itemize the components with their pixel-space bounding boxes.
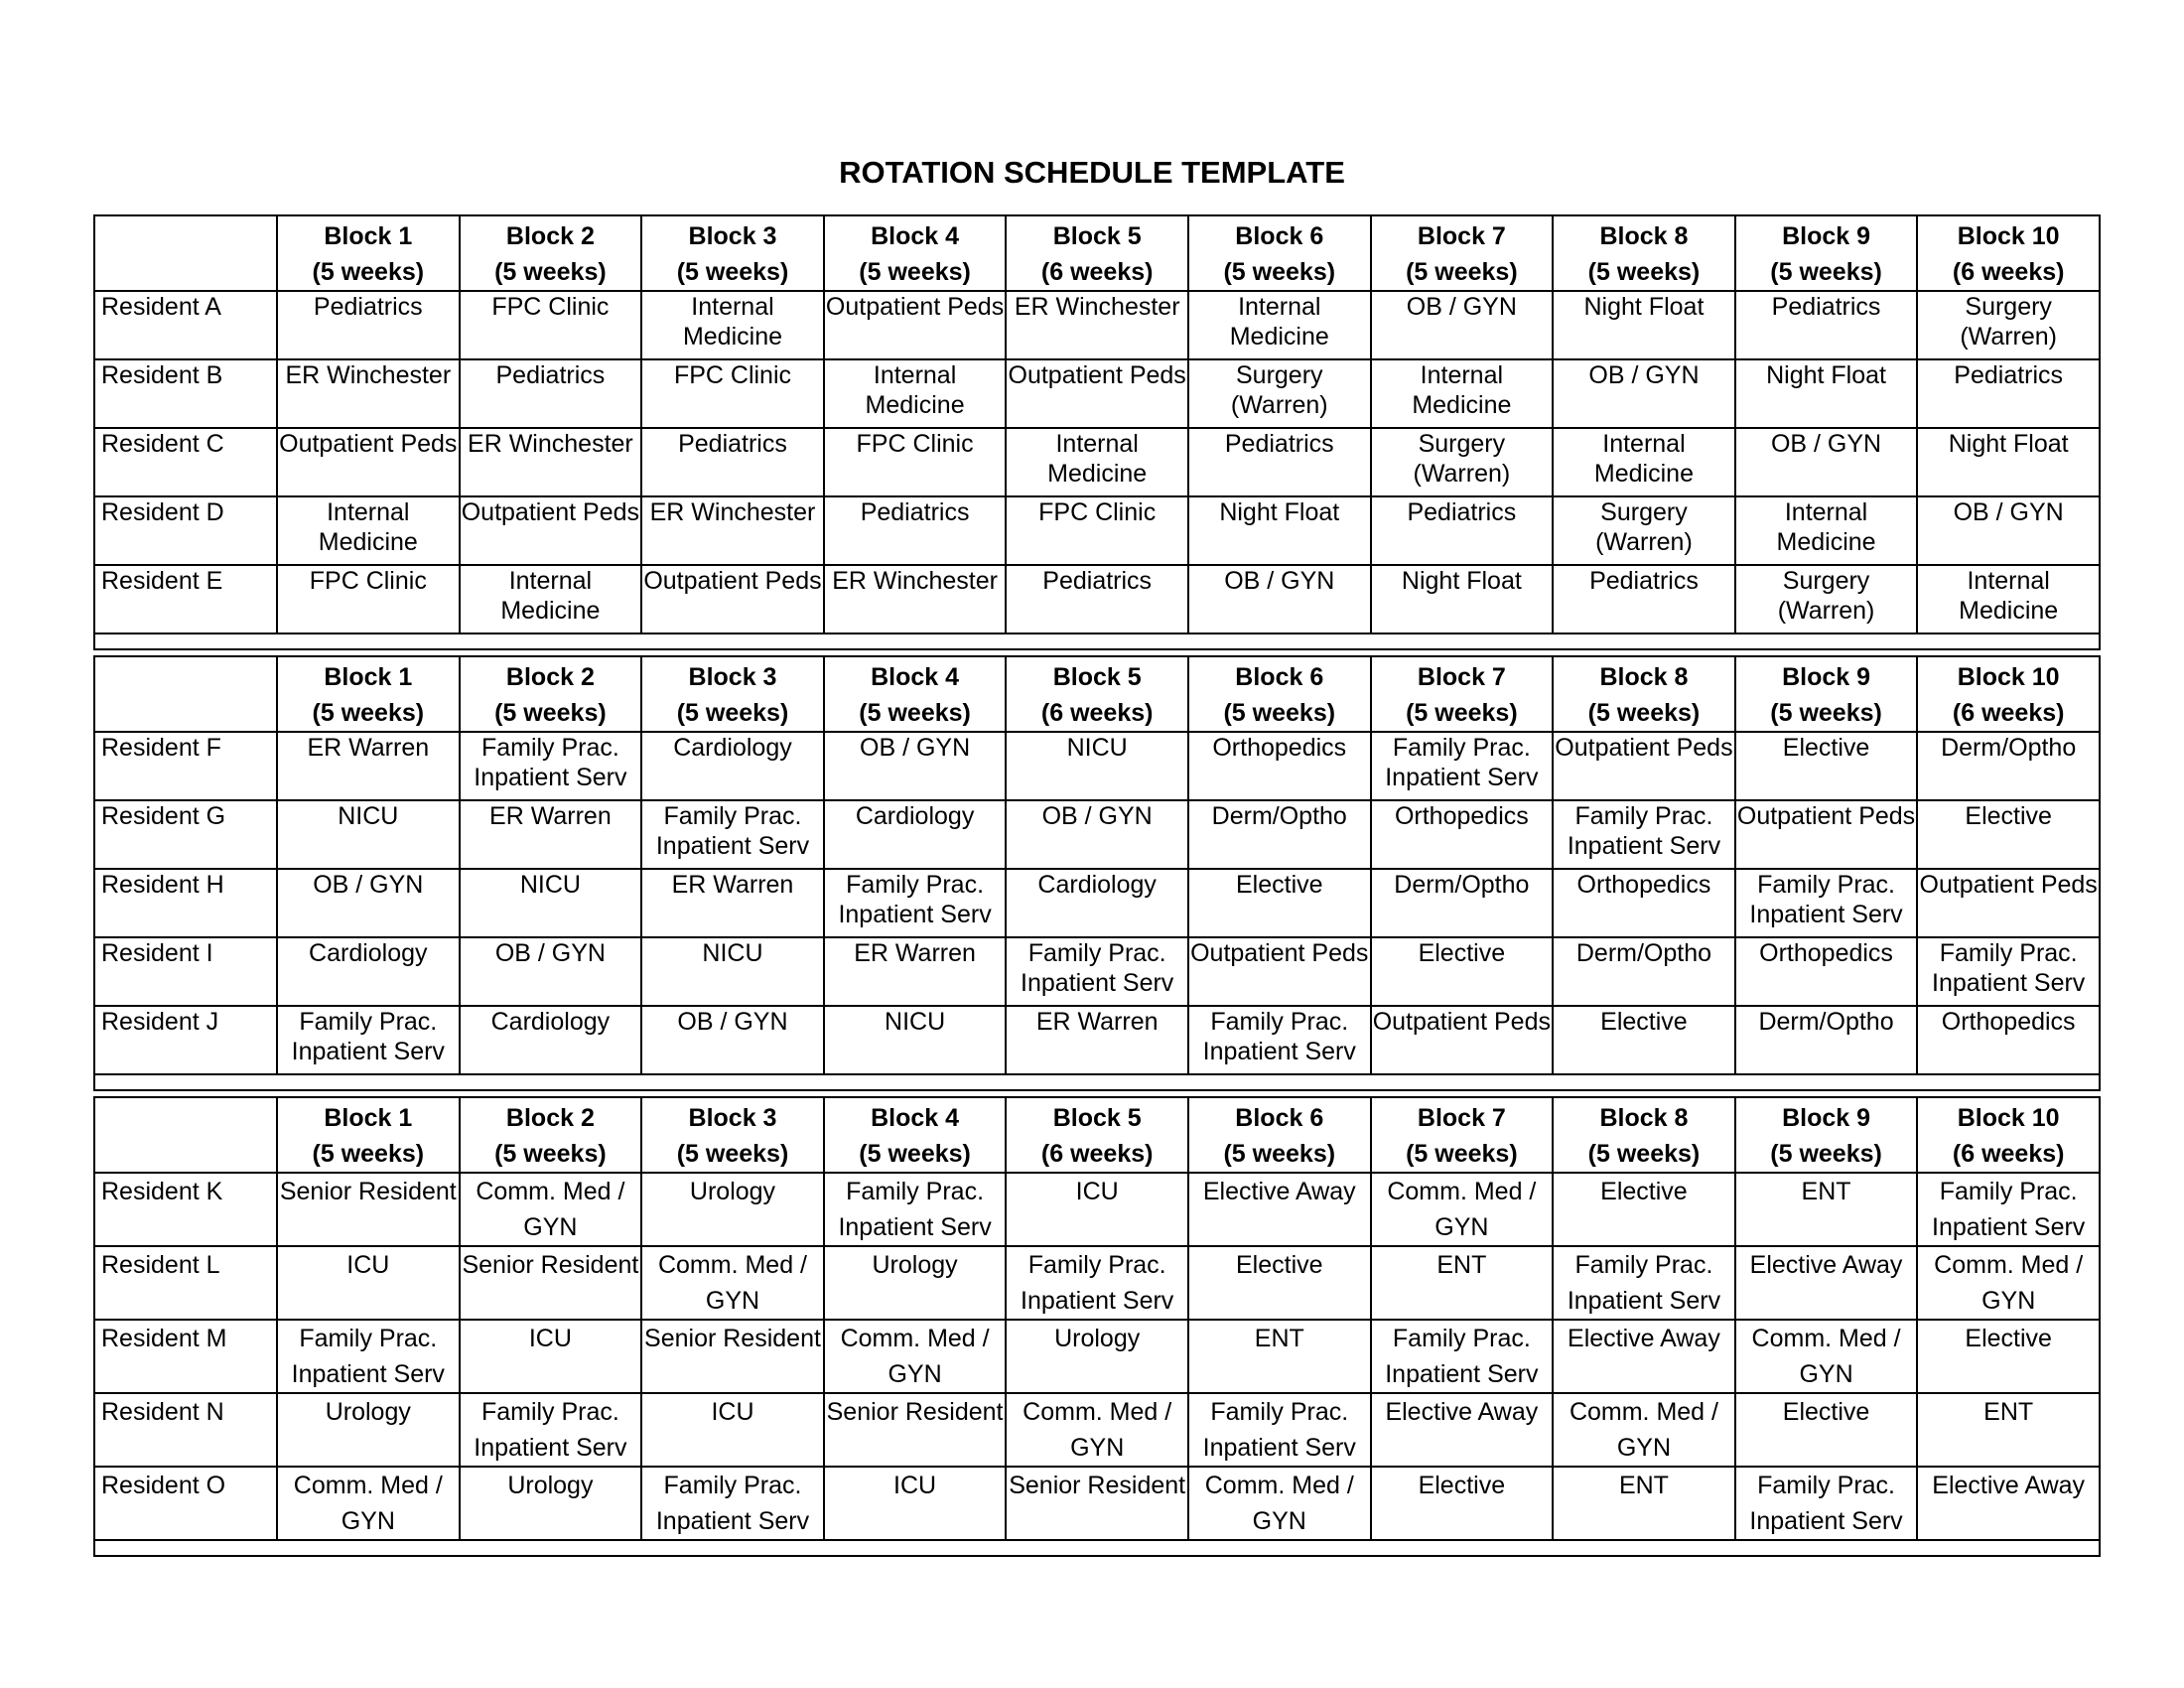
rotation-cell: ENT [1553, 1467, 1735, 1540]
table-row [94, 496, 2100, 565]
block-duration: (5 weeks) [676, 1140, 789, 1168]
resident-label: Resident J [94, 1006, 277, 1074]
resident-label: Resident N [94, 1393, 277, 1467]
rotation-cell: Internal Medicine [641, 291, 824, 359]
rotation-cell: Family Prac. Inpatient Serv [277, 1320, 460, 1393]
rotation-cell: Cardiology [641, 732, 824, 800]
rotation-cell: Comm. Med / GYN [1188, 1467, 1371, 1540]
header-row [94, 1097, 2100, 1173]
rotation-cell: Night Float [1371, 565, 1554, 633]
block-header [1006, 1097, 1188, 1173]
rotation-cell: Orthopedics [1553, 869, 1735, 937]
rotation-cell: Elective [1735, 1393, 1918, 1467]
rotation-cell: ER Winchester [824, 565, 1007, 633]
table-row [94, 1467, 2100, 1540]
rotation-cell: ER Warren [1006, 1006, 1188, 1074]
rotation-cell: Comm. Med / GYN [1735, 1320, 1918, 1393]
block-duration: (5 weeks) [1587, 1140, 1701, 1168]
corner-cell [94, 656, 277, 732]
rotation-cell: Internal Medicine [1371, 359, 1554, 428]
rotation-cell: OB / GYN [1917, 496, 2100, 565]
rotation-cell: Pediatrics [1371, 496, 1554, 565]
rotation-cell: Derm/Optho [1917, 732, 2100, 800]
rotation-cell: Pediatrics [1553, 565, 1735, 633]
rotation-cell: Derm/Optho [1188, 800, 1371, 869]
rotation-cell: Elective [1371, 937, 1554, 1006]
rotation-cell: Pediatrics [824, 496, 1007, 565]
block-name: Block 2 [505, 663, 595, 691]
rotation-cell: Comm. Med / GYN [641, 1246, 824, 1320]
page-title: ROTATION SCHEDULE TEMPLATE [839, 155, 1345, 190]
rotation-cell: Family Prac. Inpatient Serv [824, 869, 1007, 937]
rotation-cell: OB / GYN [1553, 359, 1735, 428]
block-name: Block 1 [324, 222, 413, 250]
block-duration: (5 weeks) [859, 699, 971, 727]
rotation-cell: Urology [824, 1246, 1007, 1320]
resident-label: Resident D [94, 496, 277, 565]
rotation-cell: Family Prac. Inpatient Serv [824, 1173, 1007, 1246]
rotation-cell: Orthopedics [1917, 1006, 2100, 1074]
header-row [94, 215, 2100, 291]
rotation-cell: ICU [1006, 1173, 1188, 1246]
rotation-cell: OB / GYN [824, 732, 1007, 800]
rotation-cell: Family Prac. Inpatient Serv [1917, 1173, 2100, 1246]
resident-label: Resident C [94, 428, 277, 496]
rotation-cell: Outpatient Peds [460, 496, 642, 565]
block-duration: (6 weeks) [1040, 699, 1154, 727]
rotation-cell: Family Prac. Inpatient Serv [1553, 800, 1735, 869]
block-name: Block 9 [1782, 1104, 1871, 1132]
block-name: Block 10 [1957, 1104, 2060, 1132]
table-row [94, 428, 2100, 496]
rotation-cell: ER Winchester [460, 428, 642, 496]
rotation-cell: Pediatrics [460, 359, 642, 428]
rotation-cell: Elective [1553, 1173, 1735, 1246]
rotation-cell: Family Prac. Inpatient Serv [277, 1006, 460, 1074]
block-duration: (6 weeks) [1040, 258, 1154, 286]
block-header [1371, 1097, 1554, 1173]
spacer-cell [94, 1540, 2100, 1556]
rotation-cell: Pediatrics [1006, 565, 1188, 633]
block-duration: (5 weeks) [676, 258, 789, 286]
rotation-cell: Cardiology [460, 1006, 642, 1074]
block-name: Block 9 [1782, 222, 1871, 250]
rotation-cell: NICU [277, 800, 460, 869]
block-header [1553, 1097, 1735, 1173]
rotation-cell: Derm/Optho [1371, 869, 1554, 937]
rotation-cell: Surgery (Warren) [1188, 359, 1371, 428]
rotation-cell: Urology [1006, 1320, 1188, 1393]
rotation-cell: Surgery (Warren) [1553, 496, 1735, 565]
rotation-cell: Outpatient Peds [824, 291, 1007, 359]
rotation-cell: Family Prac. Inpatient Serv [641, 1467, 824, 1540]
block-name: Block 10 [1957, 663, 2060, 691]
resident-label: Resident G [94, 800, 277, 869]
rotation-cell: Elective [1917, 1320, 2100, 1393]
spacer-row [94, 1540, 2100, 1556]
table-row [94, 291, 2100, 359]
block-name: Block 2 [505, 222, 595, 250]
block-name: Block 10 [1957, 222, 2060, 250]
rotation-cell: OB / GYN [460, 937, 642, 1006]
block-header [1553, 215, 1735, 291]
block-header [1735, 215, 1918, 291]
rotation-cell: Pediatrics [1917, 359, 2100, 428]
block-header [1371, 215, 1554, 291]
block-duration: (6 weeks) [1040, 1140, 1154, 1168]
block-name: Block 5 [1052, 1104, 1142, 1132]
rotation-table [93, 214, 2101, 650]
resident-label: Resident E [94, 565, 277, 633]
rotation-cell: OB / GYN [1188, 565, 1371, 633]
block-duration: (5 weeks) [1406, 258, 1518, 286]
block-duration: (5 weeks) [1770, 699, 1882, 727]
rotation-cell: Family Prac. Inpatient Serv [1188, 1393, 1371, 1467]
resident-label: Resident O [94, 1467, 277, 1540]
rotation-cell: Senior Resident [277, 1173, 460, 1246]
rotation-cell: Outpatient Peds [1188, 937, 1371, 1006]
rotation-cell: Outpatient Peds [277, 428, 460, 496]
block-duration: (5 weeks) [1587, 699, 1701, 727]
block-header [1188, 1097, 1371, 1173]
block-name: Block 7 [1417, 663, 1506, 691]
rotation-cell: Family Prac. Inpatient Serv [1735, 869, 1918, 937]
rotation-cell: FPC Clinic [277, 565, 460, 633]
rotation-cell: ER Winchester [1006, 291, 1188, 359]
rotation-cell: ER Warren [277, 732, 460, 800]
block-duration: (5 weeks) [494, 258, 607, 286]
resident-label: Resident M [94, 1320, 277, 1393]
rotation-cell: Elective Away [1553, 1320, 1735, 1393]
rotation-cell: Family Prac. Inpatient Serv [460, 732, 642, 800]
rotation-cell: Night Float [1917, 428, 2100, 496]
block-header [1735, 656, 1918, 732]
rotation-cell: Surgery (Warren) [1371, 428, 1554, 496]
block-name: Block 5 [1052, 222, 1142, 250]
rotation-cell: ER Warren [824, 937, 1007, 1006]
corner-cell [94, 1097, 277, 1173]
rotation-cell: Comm. Med / GYN [1553, 1393, 1735, 1467]
rotation-cell: Comm. Med / GYN [1006, 1393, 1188, 1467]
block-duration: (5 weeks) [1770, 258, 1882, 286]
rotation-cell: Family Prac. Inpatient Serv [1917, 937, 2100, 1006]
table-row [94, 1006, 2100, 1074]
block-header [1188, 215, 1371, 291]
rotation-cell: Surgery (Warren) [1735, 565, 1918, 633]
block-name: Block 8 [1599, 222, 1689, 250]
resident-label: Resident A [94, 291, 277, 359]
block-name: Block 5 [1052, 663, 1142, 691]
rotation-cell: Outpatient Peds [641, 565, 824, 633]
rotation-cell: Comm. Med / GYN [460, 1173, 642, 1246]
rotation-cell: Family Prac. Inpatient Serv [1006, 937, 1188, 1006]
block-name: Block 3 [688, 222, 777, 250]
spacer-row [94, 1074, 2100, 1090]
table-row [94, 1393, 2100, 1467]
rotation-cell: Outpatient Peds [1917, 869, 2100, 937]
rotation-cell: Elective [1735, 732, 1918, 800]
rotation-cell: NICU [1006, 732, 1188, 800]
rotation-cell: Internal Medicine [1735, 496, 1918, 565]
block-header [1371, 656, 1554, 732]
block-name: Block 7 [1417, 222, 1506, 250]
resident-label: Resident B [94, 359, 277, 428]
rotation-cell: ER Warren [641, 869, 824, 937]
rotation-cell: FPC Clinic [1006, 496, 1188, 565]
table-row [94, 1320, 2100, 1393]
rotation-cell: Pediatrics [641, 428, 824, 496]
rotation-cell: Cardiology [1006, 869, 1188, 937]
rotation-cell: Internal Medicine [824, 359, 1007, 428]
rotation-cell: Derm/Optho [1735, 1006, 1918, 1074]
rotation-cell: Outpatient Peds [1371, 1006, 1554, 1074]
rotation-cell: Pediatrics [1735, 291, 1918, 359]
block-header [460, 1097, 642, 1173]
rotation-table [93, 1096, 2101, 1557]
block-header [1188, 656, 1371, 732]
rotation-cell: Internal Medicine [1553, 428, 1735, 496]
rotation-cell: Family Prac. Inpatient Serv [460, 1393, 642, 1467]
table-row [94, 937, 2100, 1006]
block-duration: (5 weeks) [1223, 699, 1336, 727]
table-row [94, 732, 2100, 800]
rotation-cell: Comm. Med / GYN [824, 1320, 1007, 1393]
rotation-cell: Derm/Optho [1553, 937, 1735, 1006]
corner-cell [94, 215, 277, 291]
block-name: Block 2 [505, 1104, 595, 1132]
block-duration: (5 weeks) [859, 258, 971, 286]
rotation-cell: FPC Clinic [641, 359, 824, 428]
rotation-cell: ER Winchester [641, 496, 824, 565]
rotation-table [93, 655, 2101, 1091]
block-name: Block 6 [1235, 222, 1324, 250]
rotation-cell: Elective [1917, 800, 2100, 869]
block-header [1006, 656, 1188, 732]
rotation-cell: NICU [824, 1006, 1007, 1074]
block-name: Block 1 [324, 1104, 413, 1132]
rotation-cell: ICU [641, 1393, 824, 1467]
block-duration: (5 weeks) [312, 1140, 425, 1168]
rotation-cell: Senior Resident [824, 1393, 1007, 1467]
rotation-cell: Comm. Med / GYN [1917, 1246, 2100, 1320]
table-row [94, 800, 2100, 869]
rotation-cell: Family Prac. Inpatient Serv [1188, 1006, 1371, 1074]
resident-label: Resident L [94, 1246, 277, 1320]
rotation-cell: Senior Resident [1006, 1467, 1188, 1540]
rotation-cell: Family Prac. Inpatient Serv [1371, 1320, 1554, 1393]
rotation-cell: ENT [1917, 1393, 2100, 1467]
block-duration: (6 weeks) [1952, 1140, 2065, 1168]
block-name: Block 6 [1235, 663, 1324, 691]
rotation-cell: Orthopedics [1735, 937, 1918, 1006]
rotation-cell: Urology [460, 1467, 642, 1540]
block-name: Block 4 [871, 663, 960, 691]
rotation-cell: Family Prac. Inpatient Serv [1735, 1467, 1918, 1540]
block-name: Block 8 [1599, 663, 1689, 691]
spacer-cell [94, 1074, 2100, 1090]
rotation-cell: Internal Medicine [277, 496, 460, 565]
block-name: Block 7 [1417, 1104, 1506, 1132]
block-name: Block 3 [688, 663, 777, 691]
rotation-cell: ICU [460, 1320, 642, 1393]
spacer-cell [94, 633, 2100, 649]
rotation-cell: OB / GYN [1371, 291, 1554, 359]
block-header [1553, 656, 1735, 732]
block-header [460, 656, 642, 732]
rotation-cell: Cardiology [824, 800, 1007, 869]
block-name: Block 9 [1782, 663, 1871, 691]
block-name: Block 4 [871, 222, 960, 250]
block-duration: (5 weeks) [1406, 1140, 1518, 1168]
block-header [1917, 1097, 2100, 1173]
block-duration: (5 weeks) [1770, 1140, 1882, 1168]
table-row [94, 869, 2100, 937]
rotation-cell: ENT [1188, 1320, 1371, 1393]
block-header [824, 215, 1007, 291]
header-row [94, 656, 2100, 732]
rotation-cell: Senior Resident [641, 1320, 824, 1393]
block-name: Block 6 [1235, 1104, 1324, 1132]
block-duration: (5 weeks) [494, 699, 607, 727]
rotation-cell: Elective [1553, 1006, 1735, 1074]
block-header [641, 656, 824, 732]
rotation-cell: Internal Medicine [460, 565, 642, 633]
block-name: Block 4 [871, 1104, 960, 1132]
rotation-cell: Night Float [1735, 359, 1918, 428]
block-duration: (5 weeks) [1406, 699, 1518, 727]
rotation-cell: Surgery (Warren) [1917, 291, 2100, 359]
rotation-cell: Elective [1188, 1246, 1371, 1320]
block-duration: (5 weeks) [494, 1140, 607, 1168]
block-header [277, 1097, 460, 1173]
block-name: Block 1 [324, 663, 413, 691]
rotation-cell: Elective Away [1735, 1246, 1918, 1320]
resident-label: Resident I [94, 937, 277, 1006]
rotation-cell: Elective Away [1188, 1173, 1371, 1246]
table-row [94, 359, 2100, 428]
block-header [1917, 215, 2100, 291]
block-duration: (5 weeks) [1223, 1140, 1336, 1168]
block-duration: (5 weeks) [859, 1140, 971, 1168]
block-duration: (5 weeks) [1587, 258, 1701, 286]
resident-label: Resident F [94, 732, 277, 800]
block-header [641, 1097, 824, 1173]
rotation-cell: ICU [277, 1246, 460, 1320]
spacer-row [94, 633, 2100, 649]
rotation-cell: NICU [460, 869, 642, 937]
rotation-cell: Elective [1371, 1467, 1554, 1540]
block-duration: (5 weeks) [312, 699, 425, 727]
rotation-cell: Internal Medicine [1188, 291, 1371, 359]
rotation-cell: Elective Away [1917, 1467, 2100, 1540]
rotation-cell: Family Prac. Inpatient Serv [641, 800, 824, 869]
block-header [1006, 215, 1188, 291]
rotation-cell: Night Float [1553, 291, 1735, 359]
rotation-cell: Family Prac. Inpatient Serv [1371, 732, 1554, 800]
block-name: Block 8 [1599, 1104, 1689, 1132]
rotation-cell: Night Float [1188, 496, 1371, 565]
table-row [94, 1246, 2100, 1320]
table-row [94, 565, 2100, 633]
block-header [277, 215, 460, 291]
block-duration: (6 weeks) [1952, 258, 2065, 286]
resident-label: Resident H [94, 869, 277, 937]
block-header [1917, 656, 2100, 732]
rotation-cell: Family Prac. Inpatient Serv [1006, 1246, 1188, 1320]
block-header [824, 1097, 1007, 1173]
block-duration: (5 weeks) [312, 258, 425, 286]
rotation-cell: OB / GYN [1006, 800, 1188, 869]
block-duration: (5 weeks) [676, 699, 789, 727]
block-duration: (6 weeks) [1952, 699, 2065, 727]
table-row [94, 1173, 2100, 1246]
rotation-cell: Orthopedics [1188, 732, 1371, 800]
rotation-cell: NICU [641, 937, 824, 1006]
block-header [824, 656, 1007, 732]
resident-label: Resident K [94, 1173, 277, 1246]
rotation-cell: Orthopedics [1371, 800, 1554, 869]
rotation-cell: Urology [277, 1393, 460, 1467]
rotation-cell: ICU [824, 1467, 1007, 1540]
rotation-cell: Comm. Med / GYN [1371, 1173, 1554, 1246]
rotation-cell: Cardiology [277, 937, 460, 1006]
rotation-cell: Family Prac. Inpatient Serv [1553, 1246, 1735, 1320]
rotation-cell: Internal Medicine [1917, 565, 2100, 633]
rotation-cell: Pediatrics [277, 291, 460, 359]
rotation-cell: OB / GYN [277, 869, 460, 937]
block-header [1735, 1097, 1918, 1173]
rotation-cell: Outpatient Peds [1553, 732, 1735, 800]
block-name: Block 3 [688, 1104, 777, 1132]
rotation-cell: Senior Resident [460, 1246, 642, 1320]
block-duration: (5 weeks) [1223, 258, 1336, 286]
rotation-cell: ENT [1371, 1246, 1554, 1320]
rotation-cell: OB / GYN [641, 1006, 824, 1074]
rotation-cell: OB / GYN [1735, 428, 1918, 496]
rotation-cell: Elective [1188, 869, 1371, 937]
block-header [460, 215, 642, 291]
rotation-cell: Outpatient Peds [1735, 800, 1918, 869]
rotation-cell: Elective Away [1371, 1393, 1554, 1467]
rotation-cell: Urology [641, 1173, 824, 1246]
rotation-cell: Outpatient Peds [1006, 359, 1188, 428]
block-header [277, 656, 460, 732]
block-header [641, 215, 824, 291]
rotation-cell: ENT [1735, 1173, 1918, 1246]
rotation-cell: FPC Clinic [460, 291, 642, 359]
rotation-cell: Internal Medicine [1006, 428, 1188, 496]
rotation-cell: Comm. Med / GYN [277, 1467, 460, 1540]
rotation-cell: Pediatrics [1188, 428, 1371, 496]
rotation-cell: ER Warren [460, 800, 642, 869]
rotation-cell: ER Winchester [277, 359, 460, 428]
rotation-cell: FPC Clinic [824, 428, 1007, 496]
